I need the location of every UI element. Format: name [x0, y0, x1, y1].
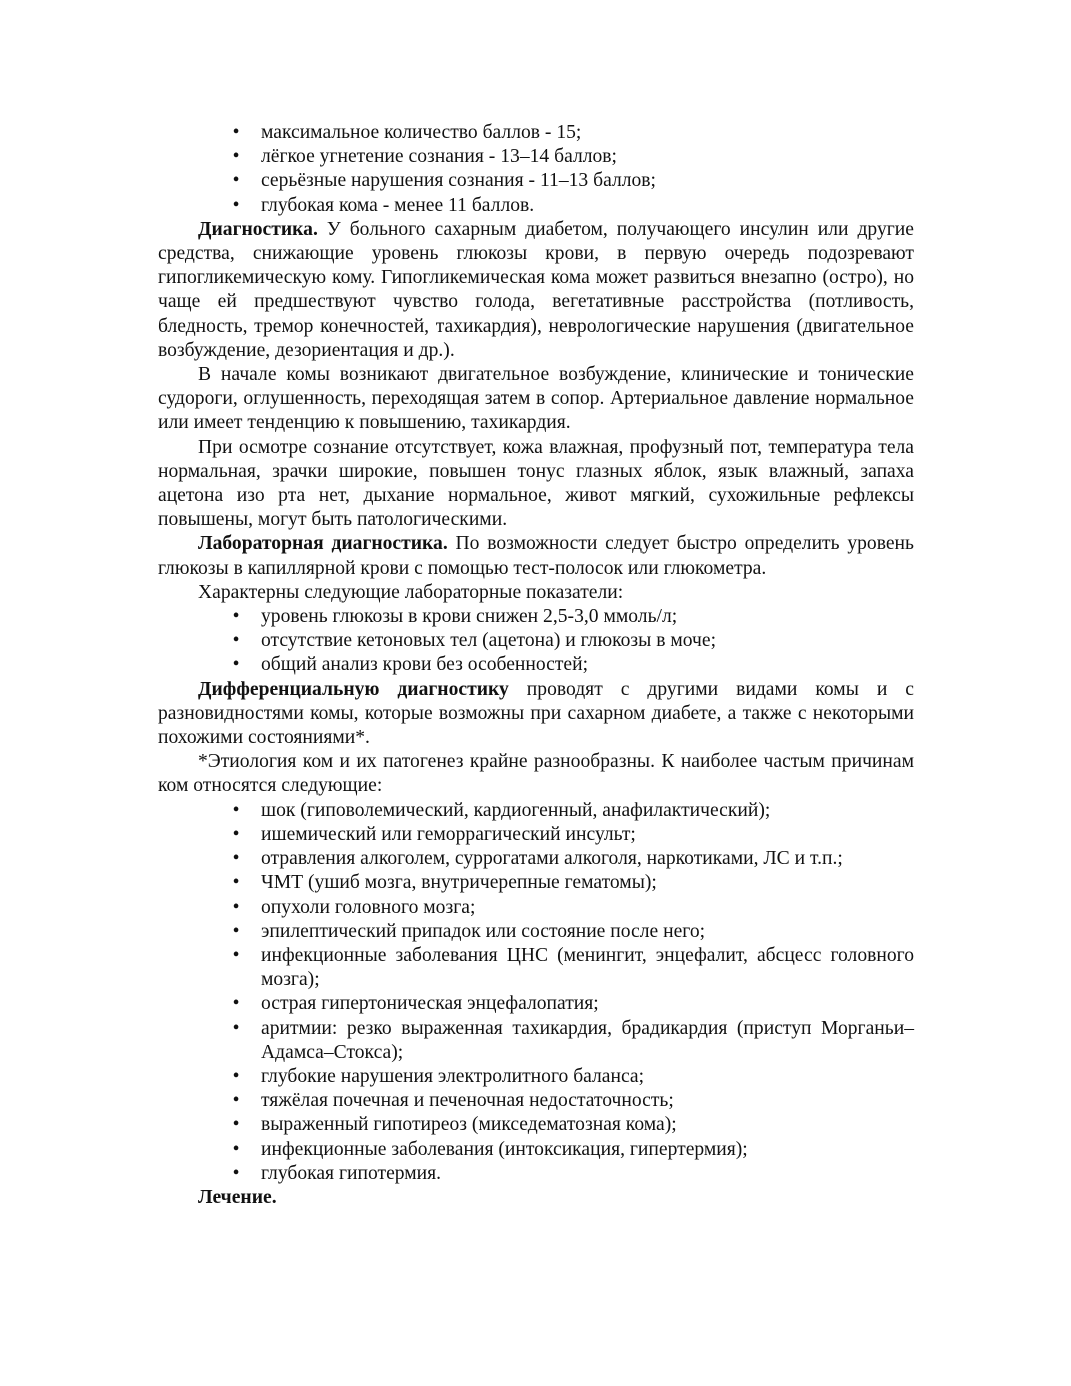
list-item: • отравления алкоголем, суррогатами алкоголя, наркотиками, ЛС и т.п.;	[158, 847, 914, 871]
bullet-icon: •	[232, 872, 240, 894]
bullet-icon: •	[232, 799, 240, 821]
list-item: • лёгкое угнетение сознания - 13–14 баллов;	[158, 145, 914, 169]
list-item: • глубокая гипотермия.	[158, 1162, 914, 1186]
differential-diagnostics-paragraph: Дифференциальную диагностику проводят с другими видами комы и с разновидностями комы, которые возможны при сахарном диабете, а также с некоторыми похожими состояниями*.	[158, 678, 914, 749]
list-item: • острая гипертоническая энцефалопатия;	[158, 992, 914, 1016]
bullet-icon: •	[232, 1065, 240, 1087]
list-item: • уровень глюкозы в крови снижен 2,5-3,0 ммоль/л;	[158, 605, 914, 629]
bullet-icon: •	[232, 920, 240, 942]
lab-diagnostics-heading: Лабораторная диагностика.	[198, 533, 448, 555]
list-item: • шок (гиповолемический, кардиогенный, анафилактический);	[158, 799, 914, 823]
bullet-icon: •	[232, 896, 240, 918]
list-item: • аритмии: резко выраженная тахикардия, брадикардия (приступ Морганьи–Адамса–Стокса);	[158, 1017, 914, 1065]
etiology-paragraph: *Этиология ком и их патогенез крайне разнообразны. К наиболее частым причинам ком относятся следующие:	[158, 751, 914, 797]
document-page	[158, 121, 914, 1210]
coma-causes-list	[158, 799, 914, 1186]
differential-diagnostics-heading: Дифференциальную диагностику	[198, 678, 509, 700]
diagnostics-paragraph: Диагностика. У больного сахарным диабетом, получающего инсулин или другие средства, снижающие уровень глюкозы крови, в первую очередь подозревают гипогликемическую кому. Гипогликемическая кома может развиться внезапно (остро), но чаще ей предшествуют чувство голода, вегетативные расстройства (потливость, бледность, тремор конечностей, тахикардия), неврологические нарушения (двигательное возбуждение, дезориентация и др.).	[158, 218, 914, 361]
list-item: • максимальное количество баллов - 15;	[158, 121, 914, 145]
list-item: • инфекционные заболевания (интоксикация, гипертермия);	[158, 1138, 914, 1162]
bullet-icon: •	[232, 654, 240, 676]
list-item: • инфекционные заболевания ЦНС (менингит, энцефалит, абсцесс головного мозга);	[158, 944, 914, 992]
lab-indicators-list	[158, 605, 914, 678]
bullet-icon: •	[232, 944, 240, 966]
list-item: • серьёзные нарушения сознания - 11–13 баллов;	[158, 169, 914, 193]
list-item: • выраженный гипотиреоз (микседематозная кома);	[158, 1113, 914, 1137]
treatment-heading: Лечение.	[198, 1186, 277, 1208]
bullet-icon: •	[232, 194, 240, 216]
list-item: • опухоли головного мозга;	[158, 896, 914, 920]
examination-paragraph: При осмотре сознание отсутствует, кожа влажная, профузный пот, температура тела нормальная, зрачки широкие, повышен тонус глазных яблок, язык влажный, запаха ацетона изо рта нет, дыхание нормальное, живот мягкий, сухожильные рефлексы повышены, могут быть патологическими.	[158, 436, 914, 531]
diagnostics-heading: Диагностика.	[198, 218, 318, 240]
list-item: • отсутствие кетоновых тел (ацетона) и глюкозы в моче;	[158, 629, 914, 653]
bullet-icon: •	[232, 170, 240, 192]
bullet-icon: •	[232, 606, 240, 628]
bullet-icon: •	[232, 823, 240, 845]
list-item: • глубокая кома - менее 11 баллов.	[158, 194, 914, 218]
bullet-icon: •	[232, 848, 240, 870]
bullet-icon: •	[232, 630, 240, 652]
bullet-icon: •	[232, 1162, 240, 1184]
onset-paragraph: В начале комы возникают двигательное возбуждение, клинические и тонические судороги, оглушенность, переходящая затем в сопор. Артериальное давление нормальное или имеет тенденцию к повышению, тахикардия.	[158, 364, 914, 434]
bullet-icon: •	[232, 122, 240, 143]
bullet-icon: •	[232, 1138, 240, 1160]
bullet-icon: •	[232, 1017, 240, 1039]
list-item: • глубокие нарушения электролитного баланса;	[158, 1065, 914, 1089]
bullet-icon: •	[232, 1090, 240, 1112]
list-item: • ЧМТ (ушиб мозга, внутричерепные гематомы);	[158, 871, 914, 895]
list-item: • эпилептический припадок или состояние после него;	[158, 920, 914, 944]
list-item: • общий анализ крови без особенностей;	[158, 653, 914, 677]
gcs-score-list	[158, 121, 914, 218]
list-item: • ишемический или геморрагический инсульт;	[158, 823, 914, 847]
bullet-icon: •	[232, 993, 240, 1015]
list-item: • тяжёлая почечная и печеночная недостаточность;	[158, 1089, 914, 1113]
bullet-icon: •	[232, 1114, 240, 1136]
bullet-icon: •	[232, 146, 240, 168]
lab-diagnostics-paragraph: Лабораторная диагностика. По возможности следует быстро определить уровень глюкозы в капиллярной крови с помощью тест-полосок или глюкометра.	[158, 533, 914, 579]
lab-intro-paragraph: Характерны следующие лабораторные показатели:	[198, 581, 624, 603]
